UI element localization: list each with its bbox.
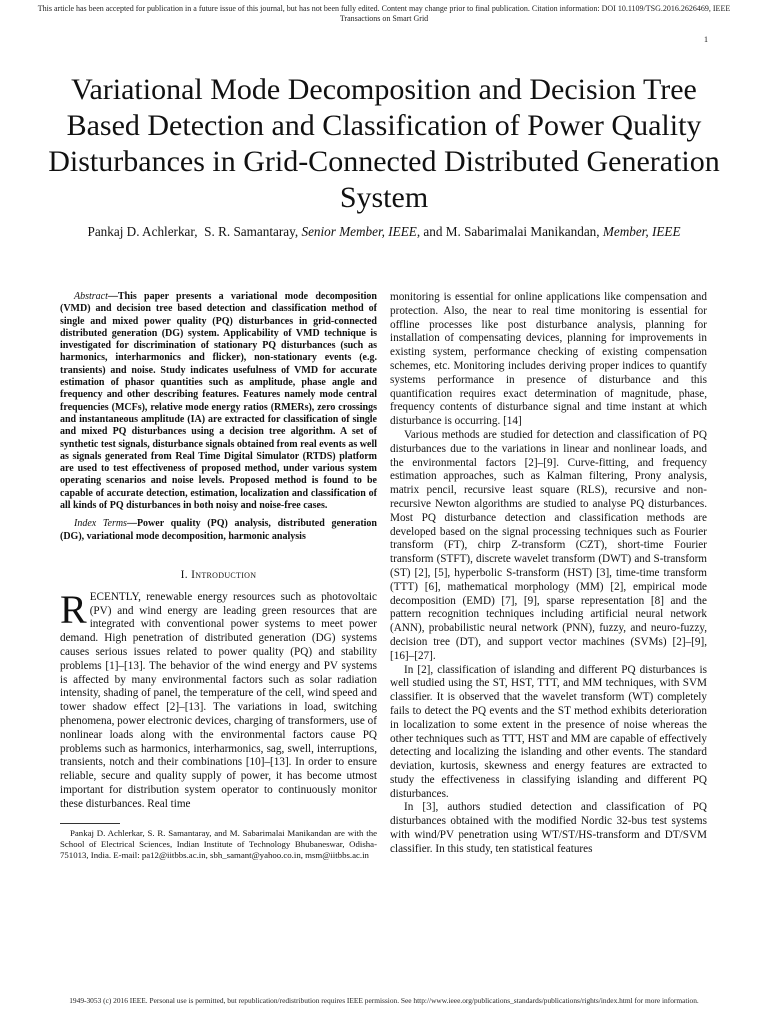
body-paragraph-2: Various methods are studied for detection and classification of PQ disturbances due to the variations in linear and nonlinear loads, and the environmental factors [2]–[9]. Curve-fitting, and frequency estimation approaches, such as Kalman filtering, Prony analysis, matrix pencil, recursive least square (RLS), recursive and non-recursive Newton algorithms are studied to analyse PQ disturbances. Most PQ disturbance detection and classification methods are developed based on the signal processing techniques such as Fourier transform (FT), chirp Z-transform (CZT), short-time Fourier transform (STFT), discrete wavelet transform (DWT) and S-transform (ST) [2], [5], hyperbolic S-transform (HST) [3], time-time transform (TTT) [6], mathematical morphology (MM) [2], empirical mode decomposition (EMD) [7], [9], sparse representation [8] and the pattern recognition techniques including artificial neural network (ANN), probabilistic neural network (PNN), fuzzy, and neuro-fuzzy, decision tree (DT), and support vector machines (SVMs) [2]–[9], [16]–[27]. — [390, 428, 707, 662]
intro-paragraph-text: ECENTLY, renewable energy resources such as photovoltaic (PV) and wind energy are leading green resources that are integrated with conventional power systems to meet power demand. High penetration of distributed generation (DG) systems causes serious issues related to power quality (PQ) and stability problems [1]–[13]. The behavior of the wind energy and PV systems is affected by many environmental factors such as solar radiation intensity, shading of panel, the temperature of the cell, wind speed and tower shadow effect [2]–[13]. The variations in load, switching phenomena, power electronic devices, charging of transformers, use of nonlinear loads along with the environmental factors cause PQ problems such as harmonics, interharmonics, sag, swell, interruptions, transients, notch and their combinations [10]–[13]. In order to ensure reliable, secure and quality supply of power, it has become utmost important for distribution system operator to continuously monitor these disturbances. Real time — [60, 590, 377, 810]
paper-title: Variational Mode Decomposition and Decision Tree Based Detection and Classification of Power Quality Disturbances in Grid-Connected Distributed Generation System — [48, 73, 720, 214]
author-affiliation-footnote: Pankaj D. Achlerkar, S. R. Samantaray, and M. Sabarimalai Manikandan are with the School of Electrical Sciences, Indian Institute of Technology Bhubaneswar, Odisha-751013, India. E-mail: pa12@iitbbs.ac.in, sbh_samant@yahoo.co.in, msm@iitbbs.ac.in — [60, 828, 377, 861]
copyright-notice: 1949-3053 (c) 2016 IEEE. Personal use is permitted, but republication/redistribution requires IEEE permission. See http://www.ieee.org/publications_standards/publications/rights/index.html for more information. — [69, 996, 699, 1005]
author-line — [40, 224, 728, 240]
abstract — [60, 291, 377, 512]
index-terms — [60, 518, 377, 543]
publication-notice-line2: Transactions on Smart Grid — [339, 14, 429, 23]
author-joiner: , and M. Sabarimalai Manikandan, — [416, 224, 600, 239]
section-heading-introduction: I. Introduction — [180, 568, 257, 581]
body-paragraph-1: monitoring is essential for online applications like compensation and protection. Also, the near to real time monitoring is essential for offline processes like post disturbance analysis, planning for installation of compensating devices, planning for improvements in existing system, performance checking of existing compensation schemes, etc. Monitoring includes deriving proper indices to quantify systems performance in presence of disturbance and this quantification requires exact determination of magnitude, phase, frequency contents of disturbance signal and time instant at which disturbance is occurring. [14] — [390, 291, 707, 428]
right-column — [390, 291, 707, 857]
footnote-divider — [60, 823, 120, 824]
author-3-role: Member, IEEE — [602, 224, 681, 239]
abstract-text: —This paper presents a variational mode decomposition (VMD) and decision tree based detection and classification method of single and mixed power quality (PQ) disturbances in grid-connected distributed generation (DG) system. Applicability of VMD technique is investigated for discrimination of stationary PQ disturbances (such as harmonics, interharmonics and flicker), non-stationary events (e.g. transients) and noise. Study indicates usefulness of VMD for accurate estimation of phasor quantities such as amplitude, phase angle and frequency and other describing features. Features namely mode central frequencies (MCFs), relative mode energy ratios (RMERs), zero crossings and instantaneous amplitude (IA) are extracted for classification of single and mixed PQ disturbances using a decision tree algorithm. A set of synthetic test signals, disturbance signals obtained from real events as well as signals generated from Real Time Digital Simulator (RTDS) platform are used to test effectiveness of proposed method, under various system operating scenarios and noise levels. Proposed method is found to be capable of accurate detection, estimation, localization and classification of all kinds of PQ disturbances in both noisy and noise-free cases. — [60, 291, 377, 512]
index-terms-text: —Power quality (PQ) analysis, distributed generation (DG), variational mode decomposition, harmonic analysis — [60, 518, 377, 542]
intro-paragraph — [60, 586, 377, 812]
left-column — [60, 291, 377, 861]
body-paragraph-3: In [2], classification of islanding and different PQ disturbances is well studied using the ST, HST, TTT, and MM techniques, with SVM classifier. It is observed that the wavelet transform (WT) completely fails to detect the PQ events and the ST method exhibits deterioration in localization to some extent in the presence of noise whereas the other techniques such as TTT, HST and MM are capable of effectively detecting and localizing the islanding and other events. The standard deviation, kurtosis, skewness and energy features are extracted to study the effectiveness in classifying islanding and different PQ disturbances. — [390, 663, 707, 800]
index-terms-lead: Index Terms — [74, 518, 127, 530]
publication-notice-line1: This article has been accepted for publication in a future issue of this journal, but has not been fully edited. Content may change prior to final publication. Citation information: DOI 10.1109/TSG.2016.2626469, IEEE — [37, 4, 731, 13]
abstract-lead: Abstract — [74, 291, 108, 302]
body-paragraph-4: In [3], authors studied detection and classification of PQ disturbances obtained with the modified Nordic 32-bus test systems with wind/PV penetration using WT/ST/HS-transform and DT/SVM classifier. In this study, ten statistical features — [390, 801, 707, 855]
author-2: S. R. Samantaray, — [204, 224, 299, 239]
author-1: Pankaj D. Achlerkar, — [87, 224, 198, 239]
publication-notice — [20, 4, 748, 24]
author-2-role: Senior Member, IEEE — [301, 224, 417, 239]
page-number: 1 — [704, 35, 708, 44]
dropcap-letter: R — [60, 586, 87, 632]
